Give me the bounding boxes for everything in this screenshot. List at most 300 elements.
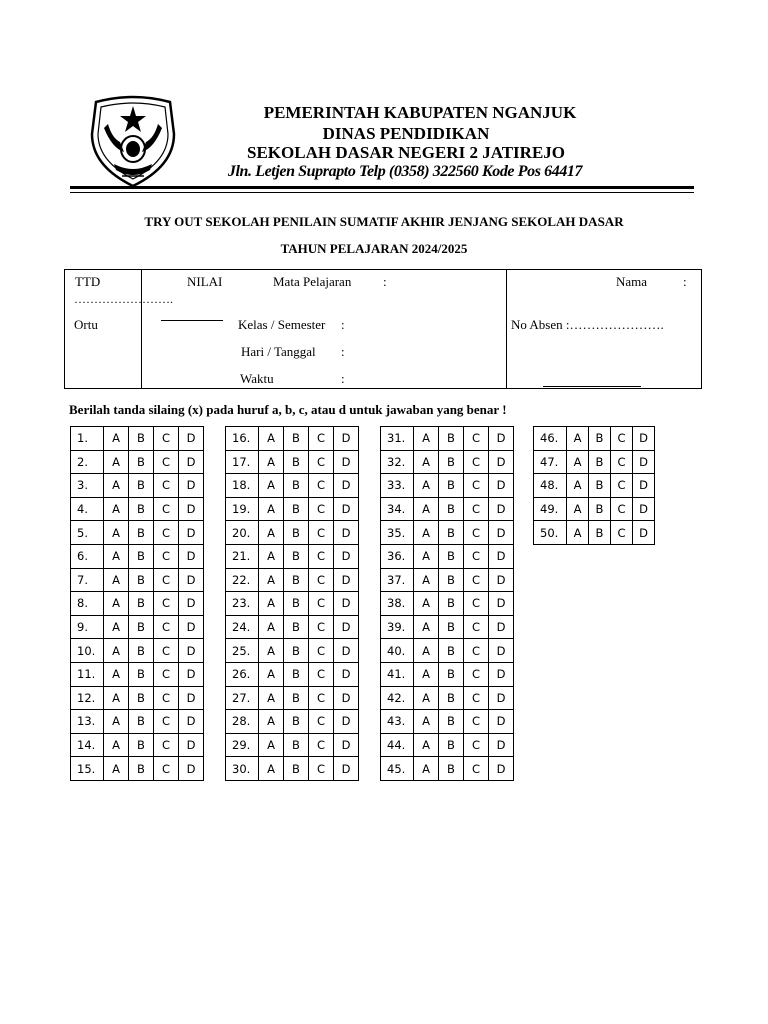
answer-option-a[interactable]: A (259, 521, 284, 545)
answer-option-c[interactable]: C (309, 757, 334, 781)
answer-option-b[interactable]: B (439, 474, 464, 498)
answer-option-a[interactable]: A (104, 474, 129, 498)
answer-option-d[interactable]: D (334, 450, 359, 474)
answer-option-a[interactable]: A (259, 757, 284, 781)
header-rule-thin (70, 192, 694, 193)
answer-option-b[interactable]: B (439, 427, 464, 451)
answer-option-d[interactable]: D (179, 474, 204, 498)
answer-option-a[interactable]: A (104, 568, 129, 592)
day-date-label: Hari / Tanggal (241, 344, 316, 359)
answer-option-c[interactable]: C (464, 427, 489, 451)
question-number: 10. (71, 639, 104, 663)
answer-option-c[interactable]: C (611, 521, 633, 545)
answer-option-a[interactable]: A (259, 450, 284, 474)
question-number: 3. (71, 474, 104, 498)
answer-option-a[interactable]: A (567, 450, 589, 474)
instruction-text: Berilah tanda silaing (x) pada huruf a, b, c, atau d untuk jawaban yang benar ! (69, 402, 507, 417)
answer-option-c[interactable]: C (611, 497, 633, 521)
answer-option-b[interactable]: B (129, 568, 154, 592)
answer-option-d[interactable]: D (334, 686, 359, 710)
answer-option-b[interactable]: B (284, 568, 309, 592)
answer-option-d[interactable]: D (489, 592, 514, 616)
question-number: 36. (381, 544, 414, 568)
subject-colon: : (383, 274, 387, 289)
answer-row (381, 427, 514, 451)
answer-option-d[interactable]: D (334, 474, 359, 498)
answer-option-a[interactable]: A (567, 474, 589, 498)
answer-option-d[interactable]: D (179, 497, 204, 521)
answer-option-b[interactable]: B (439, 521, 464, 545)
answer-option-c[interactable]: C (464, 733, 489, 757)
question-number: 22. (226, 568, 259, 592)
answer-option-b[interactable]: B (439, 544, 464, 568)
answer-option-d[interactable]: D (633, 474, 655, 498)
answer-row (71, 733, 204, 757)
answer-option-a[interactable]: A (414, 521, 439, 545)
answer-option-b[interactable]: B (129, 592, 154, 616)
answer-option-c[interactable]: C (309, 544, 334, 568)
question-number: 1. (71, 427, 104, 451)
answer-option-c[interactable]: C (154, 568, 179, 592)
answer-option-c[interactable]: C (154, 474, 179, 498)
answer-option-d[interactable]: D (334, 710, 359, 734)
answer-option-b[interactable]: B (129, 450, 154, 474)
answer-option-d[interactable]: D (334, 497, 359, 521)
attendance-number-field[interactable]: No Absen :…………………. (511, 317, 664, 332)
answer-option-b[interactable]: B (439, 615, 464, 639)
answer-option-d[interactable]: D (489, 427, 514, 451)
answer-option-c[interactable]: C (309, 521, 334, 545)
answer-option-a[interactable]: A (259, 686, 284, 710)
answer-option-d[interactable]: D (179, 615, 204, 639)
answer-option-b[interactable]: B (439, 733, 464, 757)
answer-option-a[interactable]: A (567, 497, 589, 521)
answer-option-b[interactable]: B (284, 710, 309, 734)
answer-option-d[interactable]: D (633, 427, 655, 451)
answer-option-d[interactable]: D (179, 521, 204, 545)
question-number: 29. (226, 733, 259, 757)
answer-option-d[interactable]: D (489, 757, 514, 781)
answer-option-b[interactable]: B (284, 686, 309, 710)
answer-row (71, 450, 204, 474)
answer-option-c[interactable]: C (464, 568, 489, 592)
answer-option-a[interactable]: A (414, 615, 439, 639)
answer-option-c[interactable]: C (611, 427, 633, 451)
answer-option-b[interactable]: B (129, 710, 154, 734)
answer-option-c[interactable]: C (309, 662, 334, 686)
answer-row (71, 615, 204, 639)
answer-option-d[interactable]: D (489, 686, 514, 710)
answer-row (71, 521, 204, 545)
answer-option-c[interactable]: C (309, 615, 334, 639)
question-number: 26. (226, 662, 259, 686)
nilai-underline (161, 320, 223, 321)
answer-option-b[interactable]: B (129, 521, 154, 545)
student-name-label: Nama (616, 274, 648, 289)
answer-option-c[interactable]: C (309, 733, 334, 757)
answer-row (381, 639, 514, 663)
answer-option-a[interactable]: A (104, 686, 129, 710)
answer-row (226, 427, 359, 451)
answer-option-b[interactable]: B (284, 544, 309, 568)
question-number: 35. (381, 521, 414, 545)
answer-option-a[interactable]: A (259, 497, 284, 521)
question-number: 47. (534, 450, 567, 474)
answer-option-a[interactable]: A (259, 592, 284, 616)
answer-option-c[interactable]: C (611, 450, 633, 474)
nilai-label: NILAI (187, 274, 223, 289)
answer-option-b[interactable]: B (129, 733, 154, 757)
answer-option-c[interactable]: C (464, 497, 489, 521)
exam-title: TRY OUT SEKOLAH PENILAIN SUMATIF AKHIR JENJANG SEKOLAH DASAR (144, 214, 624, 229)
question-number: 30. (226, 757, 259, 781)
answer-row (226, 544, 359, 568)
answer-option-a[interactable]: A (259, 639, 284, 663)
answer-option-a[interactable]: A (414, 592, 439, 616)
answer-option-a[interactable]: A (104, 450, 129, 474)
answer-option-a[interactable]: A (259, 662, 284, 686)
answer-option-c[interactable]: C (154, 733, 179, 757)
answer-row (381, 662, 514, 686)
answer-option-a[interactable]: A (104, 757, 129, 781)
answer-row (226, 686, 359, 710)
student-info-box (64, 269, 702, 389)
answer-option-d[interactable]: D (179, 757, 204, 781)
answer-option-b[interactable]: B (439, 710, 464, 734)
answer-option-b[interactable]: B (284, 521, 309, 545)
class-semester-colon: : (341, 317, 345, 332)
question-number: 42. (381, 686, 414, 710)
answer-option-a[interactable]: A (104, 497, 129, 521)
answer-option-c[interactable]: C (154, 757, 179, 781)
answer-option-c[interactable]: C (309, 474, 334, 498)
question-number: 6. (71, 544, 104, 568)
answer-row (226, 615, 359, 639)
question-number: 23. (226, 592, 259, 616)
answer-option-a[interactable]: A (567, 521, 589, 545)
question-number: 20. (226, 521, 259, 545)
question-number: 15. (71, 757, 104, 781)
answer-row (71, 639, 204, 663)
answer-option-a[interactable]: A (414, 474, 439, 498)
answer-option-c[interactable]: C (464, 662, 489, 686)
answer-option-b[interactable]: B (589, 474, 611, 498)
answer-option-d[interactable]: D (489, 733, 514, 757)
answer-option-c[interactable]: C (154, 592, 179, 616)
answer-option-a[interactable]: A (104, 639, 129, 663)
question-number: 50. (534, 521, 567, 545)
answer-option-a[interactable]: A (259, 427, 284, 451)
answer-option-c[interactable]: C (154, 710, 179, 734)
answer-option-c[interactable]: C (464, 450, 489, 474)
answer-option-d[interactable]: D (179, 733, 204, 757)
answer-option-d[interactable]: D (489, 497, 514, 521)
answer-option-c[interactable]: C (464, 710, 489, 734)
question-number: 2. (71, 450, 104, 474)
answer-option-c[interactable]: C (154, 615, 179, 639)
answer-option-a[interactable]: A (259, 544, 284, 568)
answer-row (226, 757, 359, 781)
time-label: Waktu (240, 371, 274, 386)
answer-option-c[interactable]: C (464, 757, 489, 781)
answer-option-b[interactable]: B (284, 474, 309, 498)
answer-row (381, 592, 514, 616)
answer-option-c[interactable]: C (309, 497, 334, 521)
answer-row (381, 568, 514, 592)
answer-option-d[interactable]: D (334, 733, 359, 757)
answer-option-d[interactable]: D (179, 639, 204, 663)
answer-option-c[interactable]: C (611, 474, 633, 498)
answer-table-31-45 (380, 426, 514, 781)
answer-option-b[interactable]: B (589, 450, 611, 474)
answer-option-c[interactable]: C (154, 427, 179, 451)
answer-option-d[interactable]: D (334, 568, 359, 592)
question-number: 7. (71, 568, 104, 592)
answer-option-a[interactable]: A (104, 592, 129, 616)
answer-option-a[interactable]: A (259, 615, 284, 639)
answer-option-b[interactable]: B (129, 474, 154, 498)
question-number: 19. (226, 497, 259, 521)
answer-option-d[interactable]: D (489, 474, 514, 498)
day-date-colon: : (341, 344, 345, 359)
answer-option-d[interactable]: D (489, 710, 514, 734)
answer-option-b[interactable]: B (439, 592, 464, 616)
header-department: DINAS PENDIDIKAN (322, 124, 490, 143)
answer-option-d[interactable]: D (489, 662, 514, 686)
answer-row (534, 427, 655, 451)
answer-option-c[interactable]: C (309, 710, 334, 734)
answer-option-a[interactable]: A (104, 427, 129, 451)
answer-option-b[interactable]: B (589, 497, 611, 521)
answer-option-d[interactable]: D (633, 450, 655, 474)
answer-option-c[interactable]: C (154, 662, 179, 686)
answer-option-d[interactable]: D (179, 427, 204, 451)
answer-option-a[interactable]: A (104, 615, 129, 639)
question-number: 25. (226, 639, 259, 663)
question-number: 5. (71, 521, 104, 545)
answer-option-b[interactable]: B (284, 662, 309, 686)
answer-option-a[interactable]: A (414, 686, 439, 710)
answer-option-d[interactable]: D (179, 592, 204, 616)
question-number: 43. (381, 710, 414, 734)
answer-option-b[interactable]: B (129, 497, 154, 521)
answer-option-b[interactable]: B (439, 686, 464, 710)
answer-option-d[interactable]: D (489, 450, 514, 474)
answer-option-b[interactable]: B (439, 497, 464, 521)
answer-option-d[interactable]: D (334, 757, 359, 781)
answer-option-c[interactable]: C (464, 521, 489, 545)
answer-option-c[interactable]: C (154, 639, 179, 663)
answer-option-c[interactable]: C (154, 686, 179, 710)
answer-option-b[interactable]: B (284, 427, 309, 451)
answer-row (226, 710, 359, 734)
answer-table-16-30 (225, 426, 359, 781)
answer-option-d[interactable]: D (334, 544, 359, 568)
answer-row (226, 521, 359, 545)
kabupaten-nganjuk-crest-icon (84, 94, 182, 190)
answer-option-a[interactable]: A (414, 544, 439, 568)
answer-option-c[interactable]: C (464, 474, 489, 498)
answer-option-d[interactable]: D (633, 497, 655, 521)
answer-option-b[interactable]: B (284, 592, 309, 616)
answer-option-c[interactable]: C (154, 544, 179, 568)
answer-option-d[interactable]: D (334, 592, 359, 616)
info-divider-name (506, 270, 507, 388)
answer-option-a[interactable]: A (259, 568, 284, 592)
answer-option-d[interactable]: D (334, 427, 359, 451)
answer-row (381, 521, 514, 545)
subject-label: Mata Pelajaran (273, 274, 352, 289)
answer-option-b[interactable]: B (439, 450, 464, 474)
answer-option-d[interactable]: D (334, 615, 359, 639)
answer-option-b[interactable]: B (284, 639, 309, 663)
answer-option-d[interactable]: D (489, 639, 514, 663)
ttd-signature-field[interactable]: ……………………. (74, 292, 173, 306)
answer-option-c[interactable]: C (309, 450, 334, 474)
question-number: 17. (226, 450, 259, 474)
answer-option-a[interactable]: A (567, 427, 589, 451)
answer-row (381, 497, 514, 521)
question-number: 13. (71, 710, 104, 734)
answer-option-c[interactable]: C (309, 686, 334, 710)
answer-row (381, 474, 514, 498)
answer-option-b[interactable]: B (439, 639, 464, 663)
answer-option-d[interactable]: D (179, 662, 204, 686)
answer-option-c[interactable]: C (154, 521, 179, 545)
answer-option-a[interactable]: A (414, 639, 439, 663)
answer-option-c[interactable]: C (154, 450, 179, 474)
answer-option-b[interactable]: B (129, 662, 154, 686)
answer-option-a[interactable]: A (414, 733, 439, 757)
answer-option-c[interactable]: C (464, 592, 489, 616)
answer-option-c[interactable]: C (309, 568, 334, 592)
answer-option-c[interactable]: C (309, 592, 334, 616)
question-number: 39. (381, 615, 414, 639)
answer-option-d[interactable]: D (179, 568, 204, 592)
info-divider-ttd (141, 270, 142, 388)
answer-option-c[interactable]: C (309, 427, 334, 451)
answer-option-c[interactable]: C (464, 639, 489, 663)
question-number: 33. (381, 474, 414, 498)
answer-option-b[interactable]: B (439, 568, 464, 592)
answer-table-46-50 (533, 426, 655, 545)
answer-option-d[interactable]: D (489, 521, 514, 545)
answer-row (381, 757, 514, 781)
question-number: 45. (381, 757, 414, 781)
answer-option-a[interactable]: A (414, 662, 439, 686)
header-address: Jln. Letjen Suprapto Telp (0358) 322560 Kode Pos 64417 (227, 163, 583, 180)
answer-option-a[interactable]: A (414, 450, 439, 474)
answer-option-d[interactable]: D (633, 521, 655, 545)
answer-row (381, 710, 514, 734)
answer-option-a[interactable]: A (414, 568, 439, 592)
answer-row (71, 710, 204, 734)
answer-row (381, 450, 514, 474)
question-number: 24. (226, 615, 259, 639)
answer-option-c[interactable]: C (464, 544, 489, 568)
question-number: 12. (71, 686, 104, 710)
answer-option-c[interactable]: C (309, 639, 334, 663)
answer-option-c[interactable]: C (154, 497, 179, 521)
answer-option-b[interactable]: B (439, 662, 464, 686)
answer-row (226, 450, 359, 474)
answer-option-d[interactable]: D (179, 544, 204, 568)
answer-option-b[interactable]: B (284, 497, 309, 521)
answer-option-d[interactable]: D (334, 662, 359, 686)
answer-option-a[interactable]: A (104, 710, 129, 734)
answer-option-b[interactable]: B (284, 757, 309, 781)
answer-row (534, 450, 655, 474)
answer-option-a[interactable]: A (259, 710, 284, 734)
answer-row (226, 497, 359, 521)
answer-option-c[interactable]: C (464, 686, 489, 710)
answer-option-b[interactable]: B (129, 615, 154, 639)
answer-option-b[interactable]: B (129, 757, 154, 781)
answer-option-c[interactable]: C (464, 615, 489, 639)
answer-option-b[interactable]: B (284, 733, 309, 757)
answer-option-d[interactable]: D (179, 686, 204, 710)
answer-option-a[interactable]: A (259, 474, 284, 498)
question-number: 11. (71, 662, 104, 686)
question-number: 49. (534, 497, 567, 521)
answer-option-b[interactable]: B (129, 427, 154, 451)
question-number: 27. (226, 686, 259, 710)
answer-row (226, 474, 359, 498)
question-number: 41. (381, 662, 414, 686)
answer-option-a[interactable]: A (414, 710, 439, 734)
answer-option-b[interactable]: B (129, 544, 154, 568)
answer-option-d[interactable]: D (489, 615, 514, 639)
answer-option-b[interactable]: B (589, 427, 611, 451)
header-school-name: SEKOLAH DASAR NEGERI 2 JATIREJO (246, 143, 566, 162)
answer-option-b[interactable]: B (589, 521, 611, 545)
answer-row (226, 733, 359, 757)
answer-option-a[interactable]: A (104, 662, 129, 686)
answer-option-a[interactable]: A (104, 544, 129, 568)
answer-option-b[interactable]: B (284, 615, 309, 639)
answer-option-a[interactable]: A (104, 521, 129, 545)
answer-table-1-15 (70, 426, 204, 781)
answer-row (71, 568, 204, 592)
question-number: 34. (381, 497, 414, 521)
answer-row (534, 497, 655, 521)
question-number: 14. (71, 733, 104, 757)
answer-option-d[interactable]: D (489, 544, 514, 568)
answer-option-b[interactable]: B (284, 450, 309, 474)
answer-option-b[interactable]: B (129, 639, 154, 663)
answer-option-a[interactable]: A (104, 733, 129, 757)
answer-option-a[interactable]: A (259, 733, 284, 757)
question-number: 40. (381, 639, 414, 663)
class-semester-label: Kelas / Semester (238, 317, 326, 332)
answer-option-a[interactable]: A (414, 427, 439, 451)
answer-option-d[interactable]: D (489, 568, 514, 592)
answer-row (226, 639, 359, 663)
answer-row (226, 568, 359, 592)
answer-option-b[interactable]: B (129, 686, 154, 710)
answer-option-d[interactable]: D (179, 450, 204, 474)
header-government: PEMERINTAH KABUPATEN NGANJUK (263, 103, 577, 122)
answer-option-a[interactable]: A (414, 497, 439, 521)
answer-row (71, 427, 204, 451)
header-rule-thick (70, 186, 694, 189)
question-number: 9. (71, 615, 104, 639)
answer-option-d[interactable]: D (334, 521, 359, 545)
answer-option-a[interactable]: A (414, 757, 439, 781)
answer-option-d[interactable]: D (334, 639, 359, 663)
answer-option-d[interactable]: D (179, 710, 204, 734)
answer-option-b[interactable]: B (439, 757, 464, 781)
